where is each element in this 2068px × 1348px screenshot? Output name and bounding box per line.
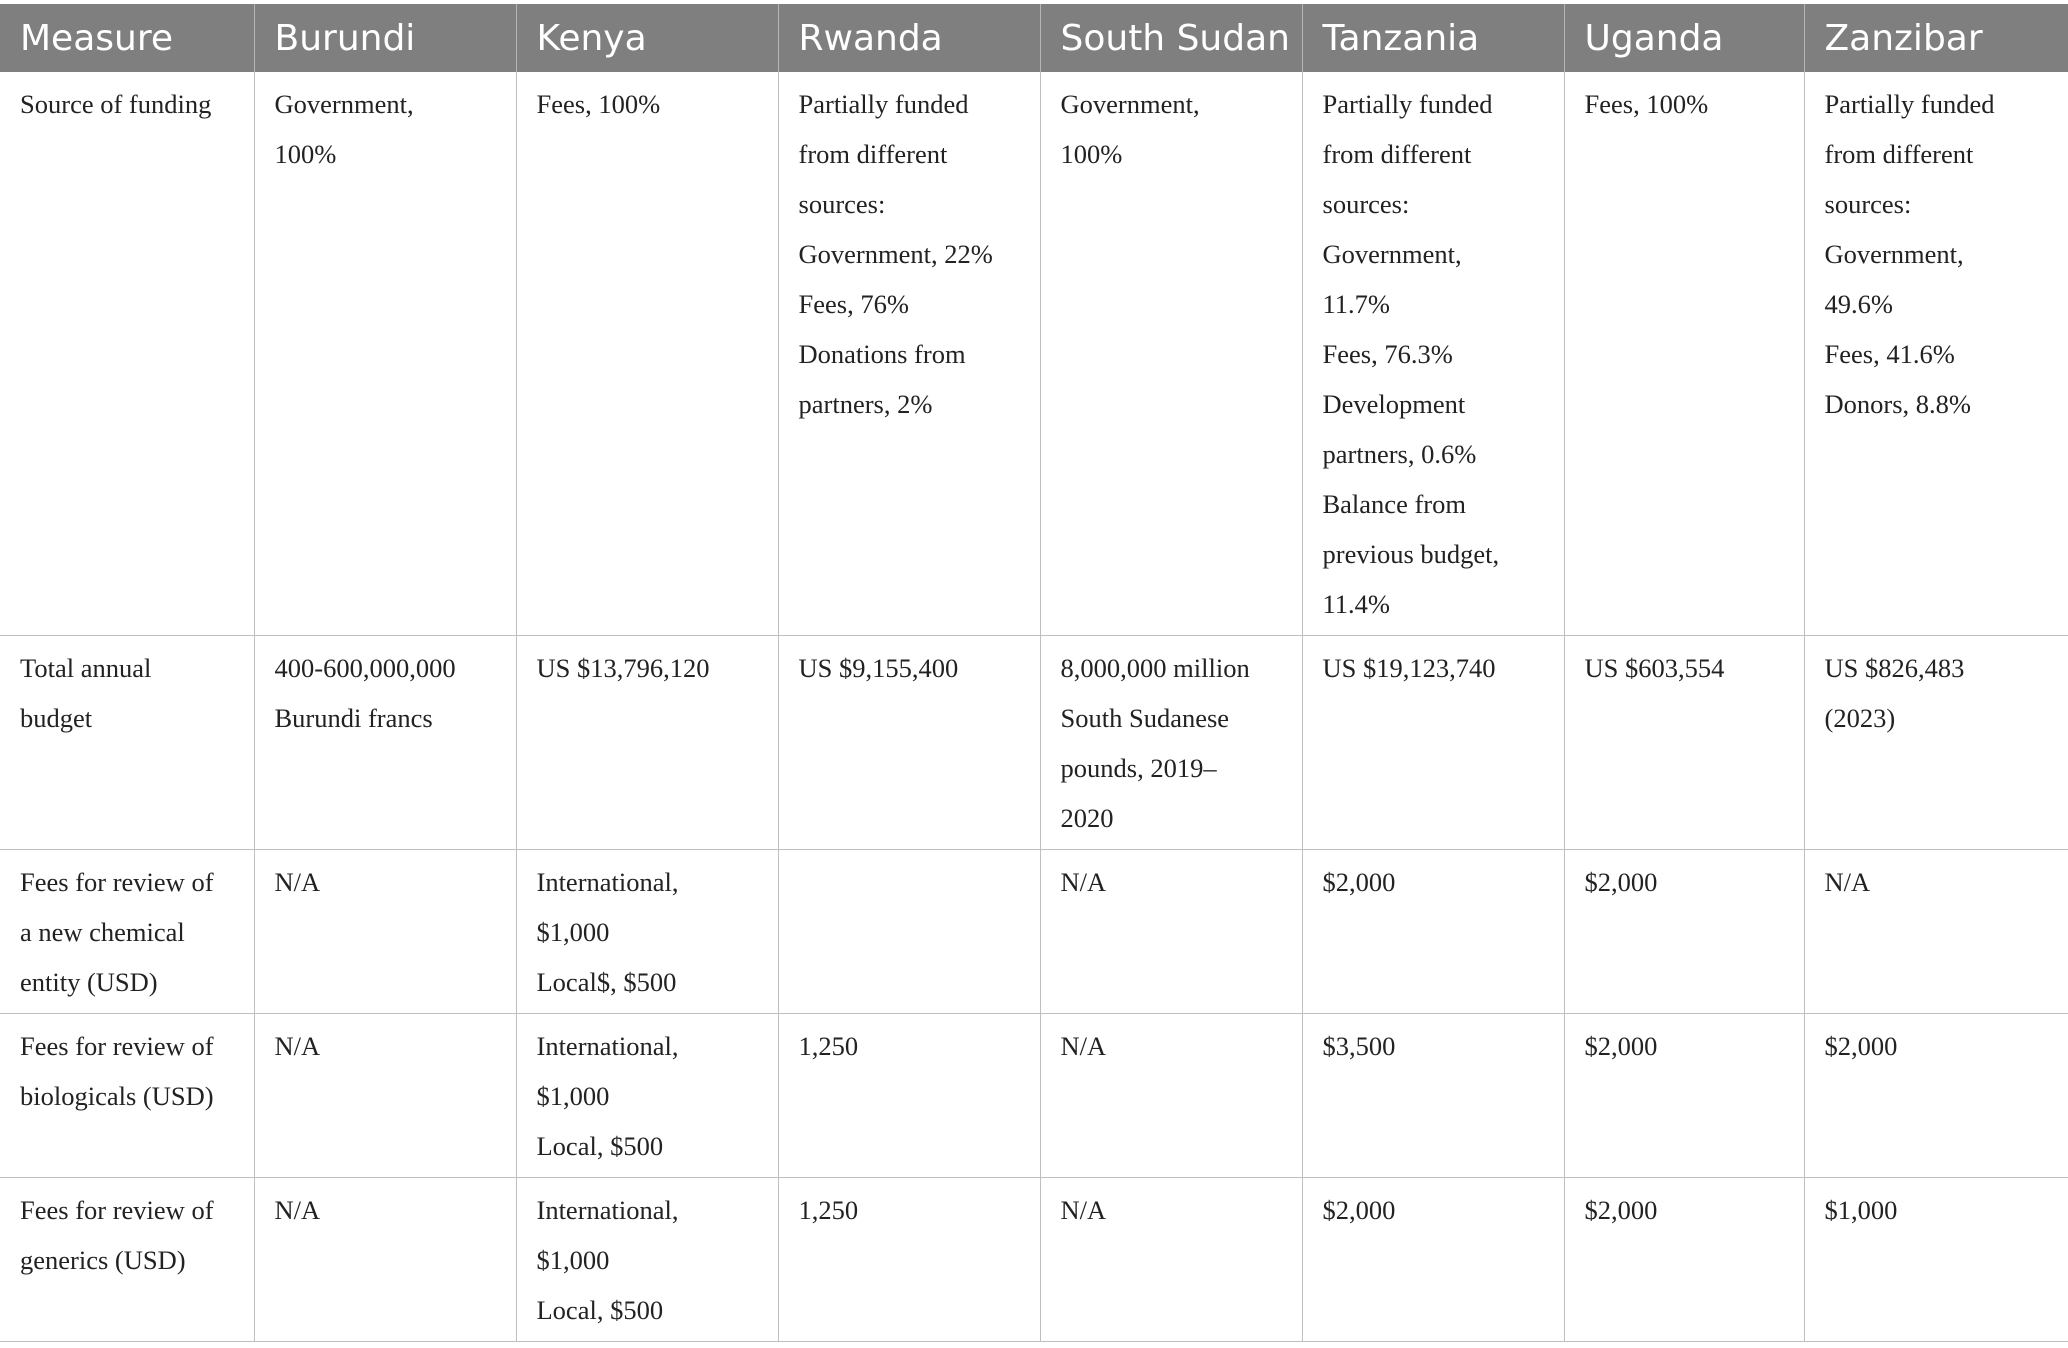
cell-text-line: 11.4% (1322, 589, 1390, 619)
cell-text-line: International, (536, 867, 679, 897)
cell-text-line: generics (USD) (20, 1245, 186, 1275)
cell-text-line: Total annual (20, 653, 152, 683)
header-tanzania: Tanzania (1302, 4, 1564, 72)
cell-text-line: biologicals (USD) (20, 1081, 214, 1111)
cell-text-line: partners, 2% (798, 389, 933, 419)
cell-text-line: sources: (1824, 189, 1912, 219)
cell-text-line: $3,500 (1322, 1031, 1396, 1061)
header-kenya: Kenya (516, 4, 778, 72)
cell-text-line: Government, 22% (798, 239, 993, 269)
cell-text-line: US $603,554 (1584, 653, 1725, 683)
cell-burundi (254, 636, 516, 850)
cell-measure (0, 1014, 254, 1178)
header-uganda: Uganda (1564, 4, 1804, 72)
cell-rwanda (778, 1178, 1040, 1342)
cell-text-line: US $9,155,400 (798, 653, 959, 683)
cell-text-line: Government, (274, 89, 414, 119)
cell-uganda (1564, 636, 1804, 850)
cell-text-line: $1,000 (536, 1245, 610, 1275)
cell-text-line: previous budget, (1322, 539, 1500, 569)
cell-text-line: partners, 0.6% (1322, 439, 1477, 469)
cell-measure (0, 636, 254, 850)
cell-text-line: Development (1322, 389, 1466, 419)
cell-text-line: Donations from (798, 339, 966, 369)
cell-zanzibar (1804, 72, 2068, 636)
cell-kenya (516, 636, 778, 850)
table-row (0, 1014, 2068, 1178)
cell-text-line: Partially funded (1824, 89, 1995, 119)
cell-measure (0, 850, 254, 1014)
cell-text-line: entity (USD) (20, 967, 158, 997)
cell-text-line: $2,000 (1322, 1195, 1396, 1225)
table-row (0, 636, 2068, 850)
cell-uganda (1564, 1014, 1804, 1178)
cell-text-line: (2023) (1824, 703, 1896, 733)
cell-text-line: International, (536, 1195, 679, 1225)
cell-text-line: Local, $500 (536, 1295, 664, 1325)
header-zanzibar: Zanzibar (1804, 4, 2068, 72)
header-burundi: Burundi (254, 4, 516, 72)
cell-south-sudan (1040, 636, 1302, 850)
cell-rwanda (778, 72, 1040, 636)
cell-text-line: budget (20, 703, 93, 733)
cell-kenya (516, 72, 778, 636)
cell-text-line: 8,000,000 million (1060, 653, 1250, 683)
cell-text-line: Fees for review of (20, 1195, 214, 1225)
cell-south-sudan (1040, 1178, 1302, 1342)
funding-comparison-table (0, 4, 2068, 1342)
cell-kenya (516, 1178, 778, 1342)
cell-text-line: Burundi francs (274, 703, 433, 733)
header-row (0, 4, 2068, 72)
cell-text-line: from different (1824, 139, 1974, 169)
cell-text-line: 2020 (1060, 803, 1114, 833)
cell-text-line: $2,000 (1322, 867, 1396, 897)
cell-uganda (1564, 72, 1804, 636)
cell-text-line: 1,250 (798, 1195, 859, 1225)
header-measure: Measure (0, 4, 254, 72)
cell-text-line: US $826,483 (1824, 653, 1965, 683)
cell-text-line: N/A (1060, 1195, 1107, 1225)
cell-text-line: Fees, 41.6% (1824, 339, 1955, 369)
cell-text-line: Partially funded (798, 89, 969, 119)
cell-text-line: 100% (1060, 139, 1123, 169)
table-row (0, 72, 2068, 636)
table-row (0, 1178, 2068, 1342)
cell-burundi (254, 1178, 516, 1342)
cell-text-line: from different (1322, 139, 1472, 169)
cell-zanzibar (1804, 1014, 2068, 1178)
cell-text-line: US $19,123,740 (1322, 653, 1496, 683)
cell-text-line: 49.6% (1824, 289, 1893, 319)
cell-text-line: Local$, $500 (536, 967, 677, 997)
cell-south-sudan (1040, 1014, 1302, 1178)
cell-text-line: Partially funded (1322, 89, 1493, 119)
cell-zanzibar (1804, 1178, 2068, 1342)
cell-text-line: N/A (1060, 867, 1107, 897)
cell-text-line: N/A (274, 867, 321, 897)
cell-text-line: N/A (274, 1031, 321, 1061)
cell-text-line: 1,250 (798, 1031, 859, 1061)
cell-burundi (254, 72, 516, 636)
cell-tanzania (1302, 1014, 1564, 1178)
cell-kenya (516, 1014, 778, 1178)
cell-text-line: Fees, 100% (1584, 89, 1709, 119)
cell-text-line: Government, (1322, 239, 1462, 269)
cell-south-sudan (1040, 850, 1302, 1014)
cell-text-line: pounds, 2019– (1060, 753, 1217, 783)
cell-text-line: 100% (274, 139, 337, 169)
cell-text-line: International, (536, 1031, 679, 1061)
cell-text-line: South Sudanese (1060, 703, 1230, 733)
cell-text-line: N/A (1824, 867, 1871, 897)
cell-text-line: sources: (1322, 189, 1410, 219)
cell-text-line: from different (798, 139, 948, 169)
cell-text-line: Government, (1824, 239, 1964, 269)
cell-text-line: Fees for review of (20, 1031, 214, 1061)
cell-text-line: $2,000 (1584, 867, 1658, 897)
cell-text-line: Fees for review of (20, 867, 214, 897)
header-south-sudan: South Sudan (1040, 4, 1302, 72)
cell-tanzania (1302, 72, 1564, 636)
cell-text-line: Balance from (1322, 489, 1466, 519)
cell-text-line: US $13,796,120 (536, 653, 710, 683)
cell-measure (0, 72, 254, 636)
cell-burundi (254, 1014, 516, 1178)
cell-text-line: $2,000 (1584, 1195, 1658, 1225)
cell-south-sudan (1040, 72, 1302, 636)
cell-burundi (254, 850, 516, 1014)
cell-kenya (516, 850, 778, 1014)
cell-text-line: $2,000 (1824, 1031, 1898, 1061)
cell-measure (0, 1178, 254, 1342)
cell-zanzibar (1804, 850, 2068, 1014)
cell-text-line: 400-600,000,000 (274, 653, 456, 683)
cell-tanzania (1302, 1178, 1564, 1342)
cell-text-line: Donors, 8.8% (1824, 389, 1971, 419)
cell-text-line: $1,000 (536, 1081, 610, 1111)
cell-text-line: N/A (1060, 1031, 1107, 1061)
cell-uganda (1564, 1178, 1804, 1342)
cell-rwanda (778, 636, 1040, 850)
cell-rwanda (778, 1014, 1040, 1178)
cell-text-line: 11.7% (1322, 289, 1390, 319)
cell-text-line: $1,000 (536, 917, 610, 947)
cell-rwanda (778, 850, 1040, 1014)
cell-text-line: sources: (798, 189, 886, 219)
cell-text-line: Fees, 76.3% (1322, 339, 1453, 369)
cell-text-line: $2,000 (1584, 1031, 1658, 1061)
cell-text-line: $1,000 (1824, 1195, 1898, 1225)
cell-text-line: Fees, 76% (798, 289, 909, 319)
header-rwanda: Rwanda (778, 4, 1040, 72)
cell-text-line: Fees, 100% (536, 89, 661, 119)
cell-text-line: Source of funding (20, 89, 212, 119)
cell-text-line: Local, $500 (536, 1131, 664, 1161)
table-row (0, 850, 2068, 1014)
cell-tanzania (1302, 850, 1564, 1014)
cell-text-line: N/A (274, 1195, 321, 1225)
cell-zanzibar (1804, 636, 2068, 850)
cell-uganda (1564, 850, 1804, 1014)
cell-text-line: a new chemical (20, 917, 185, 947)
cell-text-line: Government, (1060, 89, 1200, 119)
cell-tanzania (1302, 636, 1564, 850)
